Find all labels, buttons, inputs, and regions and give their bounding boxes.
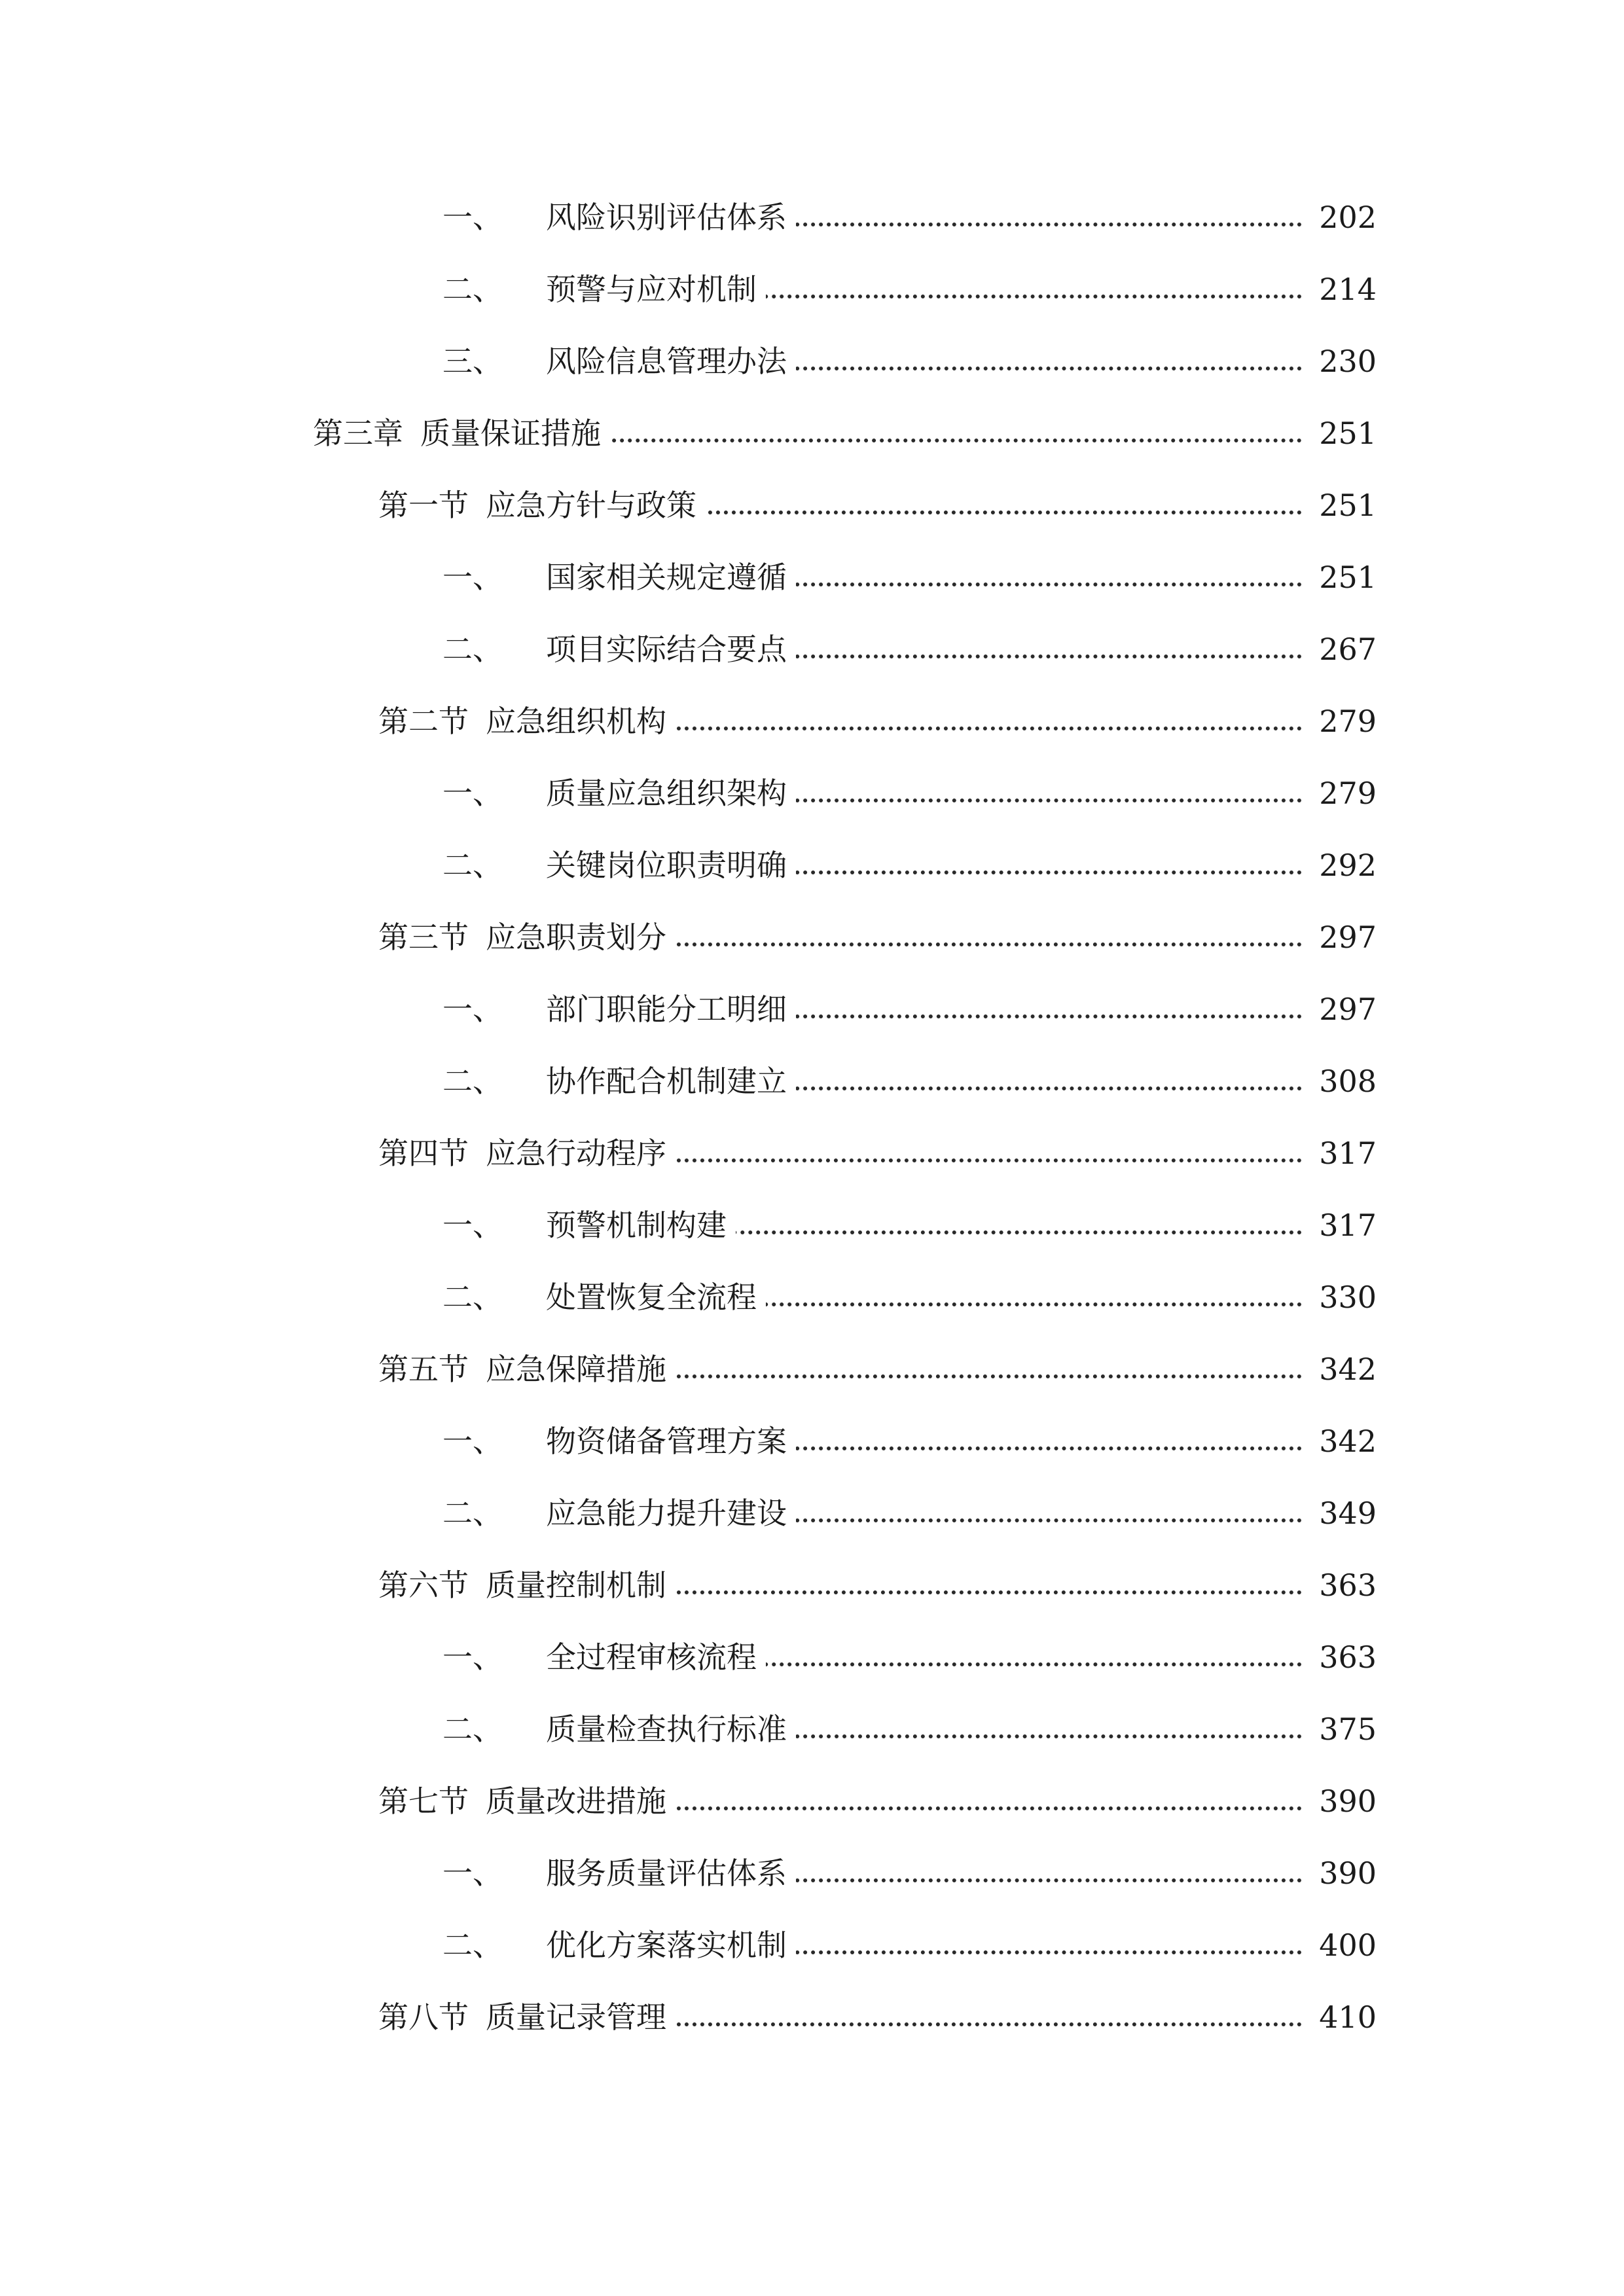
toc-page-number: 292 bbox=[1305, 839, 1377, 891]
toc-entry-label bbox=[442, 1415, 796, 1467]
toc-page-number: 317 bbox=[1305, 1127, 1377, 1179]
toc-entry-label bbox=[442, 335, 796, 387]
toc-entry-label bbox=[442, 767, 796, 819]
toc-entry-label bbox=[313, 407, 610, 459]
toc-entry[interactable] bbox=[0, 1415, 1624, 1467]
toc-page-number: 400 bbox=[1305, 1919, 1377, 1971]
toc-entry[interactable] bbox=[0, 1559, 1624, 1611]
toc-entry-number: 第四节 bbox=[378, 1136, 469, 1171]
toc-entry[interactable] bbox=[0, 1847, 1624, 1899]
toc-page-number: 375 bbox=[1305, 1703, 1377, 1755]
toc-page-number: 363 bbox=[1305, 1631, 1377, 1683]
toc-page-number: 363 bbox=[1305, 1559, 1377, 1611]
toc-page-number: 317 bbox=[1305, 1199, 1377, 1251]
toc-page-number: 267 bbox=[1305, 623, 1377, 675]
toc-entry[interactable] bbox=[0, 407, 1624, 459]
toc-entry-title: 质量记录管理 bbox=[486, 2000, 666, 2035]
toc-entry-title: 应急行动程序 bbox=[486, 1136, 666, 1171]
toc-page-number: 279 bbox=[1305, 695, 1377, 747]
toc-page-number: 330 bbox=[1305, 1271, 1377, 1323]
toc-entry-label bbox=[442, 623, 796, 675]
toc-entry-title: 质量应急组织架构 bbox=[546, 776, 787, 811]
toc-entry-label bbox=[378, 911, 676, 963]
toc-page-number: 390 bbox=[1305, 1775, 1377, 1827]
toc-entry[interactable] bbox=[0, 623, 1624, 675]
toc-entry-label bbox=[378, 695, 676, 747]
toc-entry-number: 第三节 bbox=[378, 920, 469, 955]
toc-entry-number: 一、 bbox=[442, 560, 503, 595]
toc-entry[interactable] bbox=[0, 191, 1624, 243]
toc-entry-title: 应急方针与政策 bbox=[486, 488, 696, 523]
toc-entry-number: 二、 bbox=[442, 272, 503, 307]
toc-page-number: 202 bbox=[1305, 191, 1377, 243]
toc-entry-title: 物资储备管理方案 bbox=[546, 1424, 787, 1459]
toc-entry-number: 一、 bbox=[442, 776, 503, 811]
toc-page-number: 297 bbox=[1305, 983, 1377, 1035]
toc-entry-label bbox=[442, 1055, 796, 1107]
toc-entry-number: 二、 bbox=[442, 632, 503, 667]
toc-entry-number: 二、 bbox=[442, 1928, 503, 1963]
toc-entry-label bbox=[442, 263, 766, 315]
toc-entry-label bbox=[442, 1703, 796, 1755]
toc-entry-title: 处置恢复全流程 bbox=[546, 1280, 757, 1315]
toc-entry[interactable] bbox=[0, 1631, 1624, 1683]
toc-entry-title: 服务质量评估体系 bbox=[546, 1856, 787, 1891]
toc-entry-title: 国家相关规定遵循 bbox=[546, 560, 787, 595]
toc-entry-label bbox=[378, 1775, 676, 1827]
toc-entry[interactable] bbox=[0, 1775, 1624, 1827]
toc-page-number: 297 bbox=[1305, 911, 1377, 963]
toc-entry-title: 应急组织机构 bbox=[486, 704, 666, 739]
toc-entry-label bbox=[442, 1631, 766, 1683]
toc-entry-title: 预警机制构建 bbox=[546, 1208, 727, 1243]
toc-page-number: 251 bbox=[1305, 479, 1377, 531]
toc-entry-label bbox=[442, 1199, 736, 1251]
toc-entry[interactable] bbox=[0, 983, 1624, 1035]
toc-page-number: 230 bbox=[1305, 335, 1377, 387]
toc-entry-number: 一、 bbox=[442, 992, 503, 1027]
toc-entry-title: 应急能力提升建设 bbox=[546, 1496, 787, 1531]
toc-entry-title: 质量改进措施 bbox=[486, 1784, 666, 1819]
toc-entry-title: 项目实际结合要点 bbox=[546, 632, 787, 667]
toc-page-number: 251 bbox=[1305, 407, 1377, 459]
toc-entry-title: 风险识别评估体系 bbox=[546, 200, 787, 235]
toc-entry-label bbox=[442, 551, 796, 603]
toc-entry[interactable] bbox=[0, 1703, 1624, 1755]
toc-entry-number: 一、 bbox=[442, 1424, 503, 1459]
toc-entry-number: 二、 bbox=[442, 1496, 503, 1531]
toc-entry-title: 质量控制机制 bbox=[486, 1568, 666, 1603]
toc-entry-label bbox=[442, 1487, 796, 1539]
toc-entry-title: 质量检查执行标准 bbox=[546, 1712, 787, 1747]
toc-entry-number: 二、 bbox=[442, 1280, 503, 1315]
toc-page-number: 410 bbox=[1305, 1991, 1377, 2043]
toc-entry[interactable] bbox=[0, 479, 1624, 531]
toc-entry[interactable] bbox=[0, 911, 1624, 963]
toc-entry-label bbox=[442, 191, 796, 243]
toc-page-number: 251 bbox=[1305, 551, 1377, 603]
toc-entry-label bbox=[442, 983, 796, 1035]
toc-entry-number: 二、 bbox=[442, 848, 503, 883]
toc-entry-title: 关键岗位职责明确 bbox=[546, 848, 787, 883]
toc-entry-label bbox=[378, 1127, 676, 1179]
toc-entry[interactable] bbox=[0, 767, 1624, 819]
toc-entry-title: 预警与应对机制 bbox=[546, 272, 757, 307]
toc-entry-title: 质量保证措施 bbox=[420, 416, 601, 451]
toc-entry[interactable] bbox=[0, 1271, 1624, 1323]
toc-entry[interactable] bbox=[0, 263, 1624, 315]
toc-entry[interactable] bbox=[0, 1127, 1624, 1179]
toc-entry-label bbox=[442, 1271, 766, 1323]
toc-page-number: 308 bbox=[1305, 1055, 1377, 1107]
toc-page-number: 342 bbox=[1305, 1415, 1377, 1467]
toc-entry-number: 一、 bbox=[442, 1640, 503, 1675]
toc-entry-number: 第五节 bbox=[378, 1352, 469, 1387]
toc-entry-label bbox=[378, 479, 706, 531]
toc-entry[interactable] bbox=[0, 1919, 1624, 1971]
toc-entry-title: 全过程审核流程 bbox=[546, 1640, 757, 1675]
toc-entry[interactable] bbox=[0, 335, 1624, 387]
toc-entry-number: 一、 bbox=[442, 200, 503, 235]
toc-entry-number: 第七节 bbox=[378, 1784, 469, 1819]
toc-entry-number: 一、 bbox=[442, 1208, 503, 1243]
toc-entry-title: 应急保障措施 bbox=[486, 1352, 666, 1387]
toc-entry[interactable] bbox=[0, 1199, 1624, 1251]
toc-entry-title: 部门职能分工明细 bbox=[546, 992, 787, 1027]
toc-entry[interactable] bbox=[0, 695, 1624, 747]
toc-entry-number: 二、 bbox=[442, 1712, 503, 1747]
toc-entry[interactable] bbox=[0, 1487, 1624, 1539]
toc-page-number: 342 bbox=[1305, 1343, 1377, 1395]
toc-entry-number: 第二节 bbox=[378, 704, 469, 739]
toc-entry-label bbox=[442, 1919, 796, 1971]
toc-page-number: 349 bbox=[1305, 1487, 1377, 1539]
toc-entry-number: 第六节 bbox=[378, 1568, 469, 1603]
toc-entry[interactable] bbox=[0, 1991, 1624, 2043]
toc-entry-number: 二、 bbox=[442, 1064, 503, 1099]
toc-entry-number: 第八节 bbox=[378, 2000, 469, 2035]
toc-entry[interactable] bbox=[0, 1055, 1624, 1107]
toc-entry-number: 三、 bbox=[442, 344, 503, 379]
toc-entry-label bbox=[378, 1559, 676, 1611]
toc-entry-label bbox=[442, 1847, 796, 1899]
toc-entry-number: 第一节 bbox=[378, 488, 469, 523]
toc-entry[interactable] bbox=[0, 839, 1624, 891]
toc-entry-label bbox=[378, 1991, 676, 2043]
toc-entry-title: 协作配合机制建立 bbox=[546, 1064, 787, 1099]
toc-entry[interactable] bbox=[0, 551, 1624, 603]
toc-entry-title: 应急职责划分 bbox=[486, 920, 666, 955]
toc-entry-number: 第三章 bbox=[313, 416, 403, 451]
toc-entry-number: 一、 bbox=[442, 1856, 503, 1891]
toc-entry-label bbox=[442, 839, 796, 891]
toc-page-number: 390 bbox=[1305, 1847, 1377, 1899]
toc-entry-title: 优化方案落实机制 bbox=[546, 1928, 787, 1963]
toc-entry-title: 风险信息管理办法 bbox=[546, 344, 787, 379]
toc-page-number: 279 bbox=[1305, 767, 1377, 819]
toc-entry-label bbox=[378, 1343, 676, 1395]
toc-entry[interactable] bbox=[0, 1343, 1624, 1395]
toc-page-number: 214 bbox=[1305, 263, 1377, 315]
